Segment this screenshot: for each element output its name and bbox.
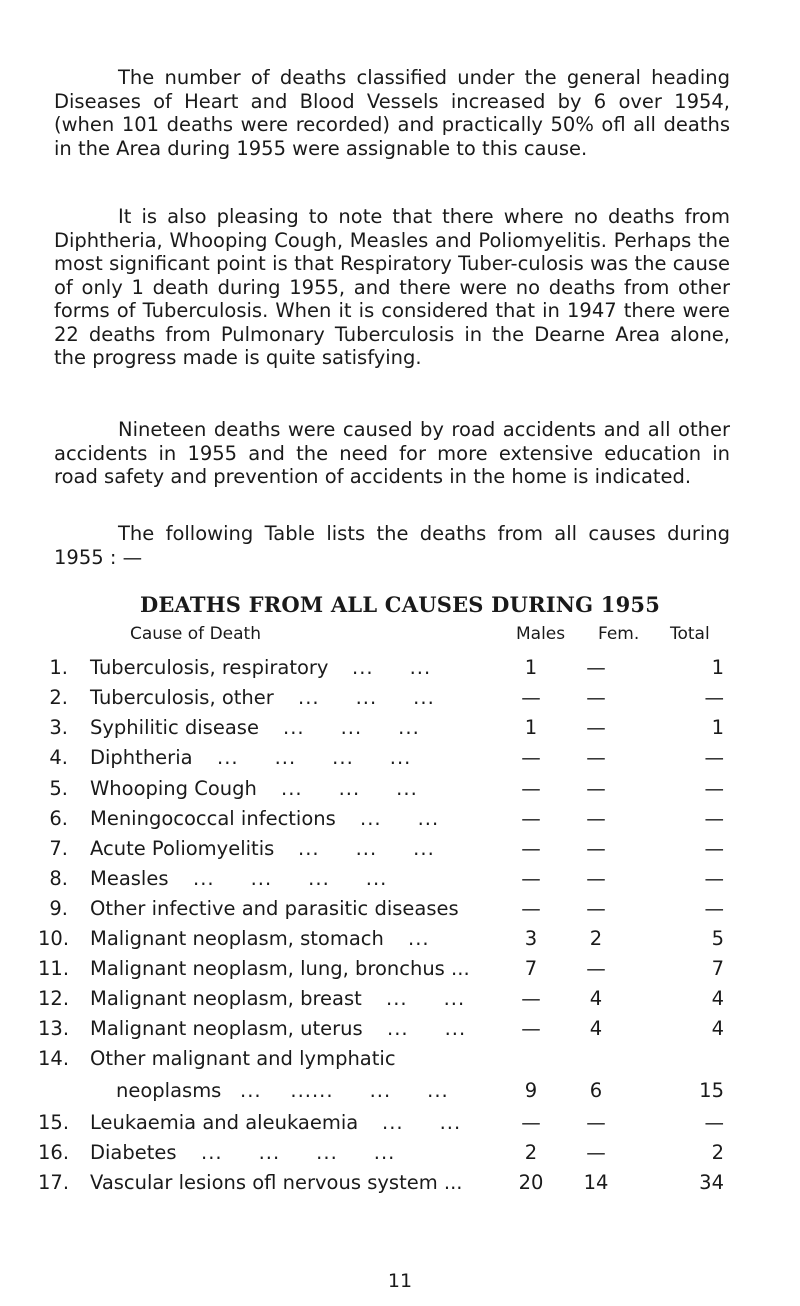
leader-dots: ... ... ... — [283, 716, 420, 739]
males-count: 1 — [524, 656, 538, 679]
cause-of-death: Diabetes — [90, 1141, 177, 1164]
leader-dots: ... ... — [387, 1017, 467, 1040]
total-count: — — [704, 746, 724, 769]
row-number: 1. — [49, 656, 68, 679]
cause-of-death: Leukaemia and aleukaemia — [90, 1111, 359, 1134]
row-number: 5. — [49, 777, 68, 800]
leader-dots: ... ... — [352, 656, 432, 679]
total-count: — — [704, 897, 724, 920]
total-count: — — [704, 837, 724, 860]
cause-of-death: Tuberculosis, other — [90, 686, 274, 709]
males-count: 20 — [518, 1171, 544, 1194]
leader-dots: ... ... ... — [281, 777, 418, 800]
female-count: — — [586, 686, 606, 709]
female-count: — — [586, 837, 606, 860]
males-count: 3 — [524, 927, 538, 950]
males-count: 9 — [524, 1079, 538, 1102]
female-count: 4 — [589, 1017, 603, 1040]
males-count: 1 — [524, 716, 538, 739]
row-number: 9. — [49, 897, 68, 920]
row-number: 11. — [38, 957, 70, 980]
row-number: 10. — [38, 927, 70, 950]
row-number: 13. — [38, 1017, 70, 1040]
female-count: — — [586, 957, 606, 980]
cause-of-death: Measles — [90, 867, 169, 890]
column-header-males: Males — [516, 624, 566, 644]
males-count: — — [521, 837, 541, 860]
cause-of-death: Malignant neoplasm, lung, bronchus ... — [90, 957, 470, 980]
cause-of-death-continued: neoplasms — [116, 1079, 222, 1102]
males-count: 2 — [524, 1141, 538, 1164]
row-number: 14. — [38, 1047, 70, 1070]
female-count: 14 — [583, 1171, 609, 1194]
cause-of-death: Tuberculosis, respiratory — [90, 656, 329, 679]
leader-dots: ... ... — [386, 987, 466, 1010]
female-count: — — [586, 1141, 606, 1164]
row-number: 7. — [49, 837, 68, 860]
female-count: — — [586, 777, 606, 800]
leader-dots: ... ... ... ... — [217, 746, 412, 769]
males-count: 7 — [524, 957, 538, 980]
total-count: 1 — [711, 716, 724, 739]
leader-dots: ... — [408, 927, 430, 950]
total-count: 34 — [699, 1171, 724, 1194]
row-number: 17. — [38, 1171, 70, 1194]
leader-dots: ... ... ... ... — [201, 1141, 396, 1164]
cause-of-death: Diphtheria — [90, 746, 193, 769]
female-count: — — [586, 746, 606, 769]
row-number: 3. — [49, 716, 68, 739]
total-count: 4 — [711, 1017, 724, 1040]
column-header-cause: Cause of Death — [130, 624, 261, 644]
female-count: 2 — [589, 927, 603, 950]
males-count: — — [521, 807, 541, 830]
cause-of-death: Malignant neoplasm, uterus — [90, 1017, 363, 1040]
total-count: 4 — [711, 987, 724, 1010]
table-title: DEATHS FROM ALL CAUSES DURING 1955 — [139, 592, 661, 617]
cause-of-death: Whooping Cough — [90, 777, 257, 800]
leader-dots: ... ...... ... ... — [240, 1079, 449, 1102]
total-count: — — [704, 867, 724, 890]
female-count: — — [586, 1111, 606, 1134]
males-count: — — [521, 897, 541, 920]
total-count: — — [704, 1111, 724, 1134]
males-count: — — [521, 746, 541, 769]
row-number: 6. — [49, 807, 68, 830]
total-count: 5 — [711, 927, 724, 950]
leader-dots: ... ... — [382, 1111, 462, 1134]
cause-of-death: Malignant neoplasm, stomach — [90, 927, 384, 950]
female-count: — — [586, 807, 606, 830]
female-count: — — [586, 716, 606, 739]
males-count: — — [521, 1017, 541, 1040]
paragraph-accidents: Nineteen deaths were caused by road accidents and all other accidents in 1955 and the need for more extensive education in road safety and prevention of accidents in the home is indicated. — [54, 418, 730, 488]
males-count: — — [521, 867, 541, 890]
males-count: — — [521, 1111, 541, 1134]
female-count: 6 — [589, 1079, 603, 1102]
page-number: 11 — [387, 1270, 413, 1292]
female-count: — — [586, 656, 606, 679]
cause-of-death: Meningococcal infections — [90, 807, 336, 830]
cause-of-death: Acute Poliomyelitis — [90, 837, 275, 860]
total-count: — — [704, 807, 724, 830]
paragraph-table-intro: The following Table lists the deaths from all causes during 1955 : — — [54, 522, 730, 569]
paragraph-heart-disease: The number of deaths classified under the general heading Diseases of Heart and Blood Vessels increased by 6 over 1954, (when 101 deaths were recorded) and practically 50% ofl all deaths in the Area during 1955 were assignable to this cause. — [54, 66, 730, 160]
row-number: 12. — [38, 987, 70, 1010]
female-count: — — [586, 867, 606, 890]
row-number: 16. — [38, 1141, 70, 1164]
female-count: — — [586, 897, 606, 920]
leader-dots: ... ... ... — [298, 686, 435, 709]
leader-dots: ... ... — [360, 807, 440, 830]
males-count: — — [521, 686, 541, 709]
female-count: 4 — [589, 987, 603, 1010]
leader-dots: ... ... ... ... — [193, 867, 388, 890]
row-number: 8. — [49, 867, 68, 890]
row-number: 4. — [49, 746, 68, 769]
row-number: 2. — [49, 686, 68, 709]
total-count: 2 — [711, 1141, 724, 1164]
total-count: 7 — [711, 957, 724, 980]
males-count: — — [521, 777, 541, 800]
row-number: 15. — [38, 1111, 70, 1134]
column-header-fem: Fem. — [598, 624, 640, 644]
total-count: 1 — [711, 656, 724, 679]
column-header-total: Total — [670, 624, 710, 644]
leader-dots: ... ... ... — [298, 837, 435, 860]
cause-of-death: Syphilitic disease — [90, 716, 259, 739]
total-count: — — [704, 686, 724, 709]
cause-of-death: Vascular lesions ofl nervous system ... — [90, 1171, 463, 1194]
cause-of-death: Malignant neoplasm, breast — [90, 987, 362, 1010]
total-count: 15 — [699, 1079, 724, 1102]
males-count: — — [521, 987, 541, 1010]
cause-of-death: Other infective and parasitic diseases — [90, 897, 459, 920]
total-count: — — [704, 777, 724, 800]
paragraph-tuberculosis: It is also pleasing to note that there where no deaths from Diphtheria, Whooping Cough, Measles and Poliomyelitis. Perhaps the most significant point is that Respiratory Tuber-culosis was the cause of only 1 death during 1955, and there were no deaths from other forms of Tuberculosis. When it is considered that in 1947 there were 22 deaths from Pulmonary Tuberculosis in the Dearne Area alone, the progress made is quite satisfying. — [54, 205, 730, 369]
cause-of-death: Other malignant and lymphatic — [90, 1047, 396, 1070]
